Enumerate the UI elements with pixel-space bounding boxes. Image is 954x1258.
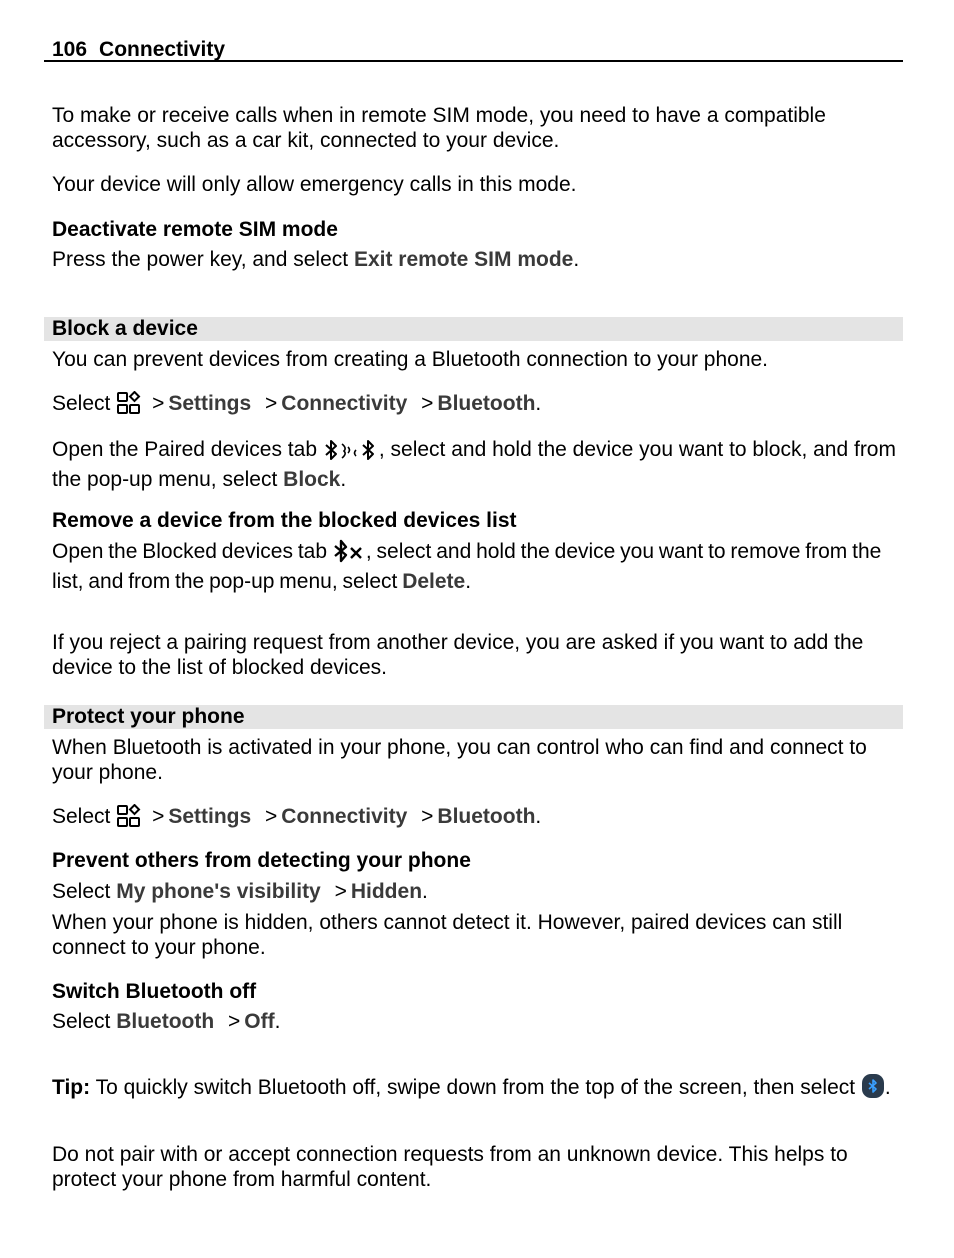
bluetooth-option: Bluetooth [116,1010,215,1033]
blocked-tab-text: Open the Blocked devices tab [52,540,332,563]
path-end: . [535,805,542,828]
prevent-detection-path [52,879,903,904]
settings-link: Settings [168,805,252,828]
select-word: Select [52,1010,117,1033]
page-number: 106 [52,38,88,61]
switch-off-heading: Switch Bluetooth off [52,980,257,1003]
path-separator: > [334,880,347,903]
bluetooth-blocked-icon [332,539,366,569]
connectivity-link: Connectivity [281,805,408,828]
tip-end: . [884,1076,891,1099]
prevent-detection-heading: Prevent others from detecting your phone [52,849,471,872]
deactivate-text-before: Press the power key, and select [52,248,354,271]
off-option: Off [244,1010,275,1033]
connectivity-link: Connectivity [281,392,408,415]
blocked-tab-middle: , select and hold the device you want to remove from the list, and from the pop-up menu, select [52,540,882,593]
remove-device-text [52,539,903,594]
prevent-detection-text: When your phone is hidden, others cannot detect it. However, paired devices can still connect to your phone. [52,911,843,959]
select-word: Select [52,392,111,415]
protect-paragraph-1: When Bluetooth is activated in your phone, you can control who can find and connect to your phone. [52,736,867,784]
protect-menu-path [52,804,903,834]
select-word: Select [52,805,111,828]
apps-grid-icon [116,804,142,834]
tip-paragraph [52,1073,903,1105]
deactivate-heading: Deactivate remote SIM mode [52,218,338,241]
path-end: . [535,392,542,415]
tip-text: To quickly switch Bluetooth off, swipe down from the top of the screen, then select [90,1076,861,1099]
block-paragraph-1: You can prevent devices from creating a Bluetooth connection to your phone. [52,348,769,371]
section-block-a-device: Block a device [44,317,903,341]
settings-link: Settings [168,392,252,415]
remove-device-heading: Remove a device from the blocked devices list [52,509,517,532]
block-option: Block [283,468,341,491]
deactivate-text-end: . [573,248,580,271]
delete-option: Delete [402,570,466,593]
bluetooth-toggle-icon [861,1073,885,1105]
protect-last-paragraph: Do not pair with or accept connection requests from an unknown device. This helps to protect your phone from harmful content. [52,1143,848,1191]
path-separator: > [421,805,434,828]
path-separator: > [421,392,434,415]
tip-label: Tip: [52,1076,91,1099]
path-separator: > [228,1010,241,1033]
path-end: . [422,880,428,903]
path-separator: > [265,805,278,828]
bluetooth-paired-icon [323,439,379,467]
bluetooth-link: Bluetooth [437,805,536,828]
chapter-title: Connectivity [99,38,226,61]
path-separator: > [152,805,165,828]
my-phones-visibility-option: My phone's visibility [116,880,321,903]
path-separator: > [152,392,165,415]
blocked-tab-end: . [465,570,472,593]
intro-paragraph-1: To make or receive calls when in remote SIM mode, you need to have a compatible accessory, such as a car kit, connected to your device. [52,104,826,152]
paired-tab-middle: , select and hold the device you want to block, and from the pop-up menu, select [52,438,896,491]
section-protect-your-phone: Protect your phone [44,705,903,729]
block-menu-path [52,391,903,421]
hidden-option: Hidden [350,880,423,903]
select-word: Select [52,880,117,903]
intro-paragraph-2: Your device will only allow emergency calls in this mode. [52,173,577,196]
deactivate-text [52,247,903,272]
bluetooth-link: Bluetooth [437,392,536,415]
apps-grid-icon [116,391,142,421]
page-header [44,37,903,62]
path-separator: > [265,392,278,415]
switch-off-path [52,1009,903,1034]
paired-tab-end: . [340,468,347,491]
block-paragraph-3: If you reject a pairing request from another device, you are asked if you want to add the device to the list of blocked devices. [52,631,864,679]
path-end: . [274,1010,281,1033]
block-paragraph-2 [52,437,903,492]
exit-remote-sim-mode-option: Exit remote SIM mode [353,248,574,271]
paired-tab-text: Open the Paired devices tab [52,438,323,461]
